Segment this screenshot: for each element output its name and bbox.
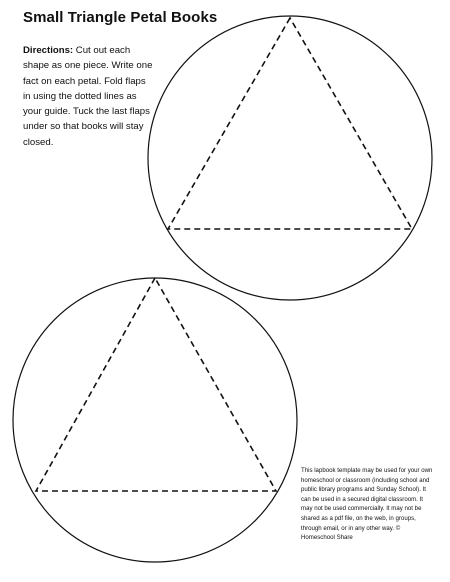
page-title: Small Triangle Petal Books	[23, 9, 218, 26]
fold-line-triangle	[36, 278, 276, 491]
petal-book-circle	[148, 16, 432, 300]
directions-label: Directions:	[23, 45, 74, 56]
copyright-notice: This lapbook template may be used for your own homeschool or classroom (including school and public library programs and Sunday School). It can be used in a secured digital classroom. It may not be used commercially. It may not be shared as a pdf file, on the web, in groups, through email, or in any other way. © Homeschool Share	[301, 467, 433, 542]
petal-book-top-right	[148, 16, 432, 300]
directions-body: Cut out each shape as one piece. Write one fact on each petal. Fold flaps in using the dotted lines as your guide. Tuck the last flaps under so that books will stay closed.	[23, 45, 153, 148]
petal-book-bottom-left	[13, 278, 297, 562]
fold-line-triangle	[168, 18, 412, 229]
petal-book-circle	[13, 278, 297, 562]
